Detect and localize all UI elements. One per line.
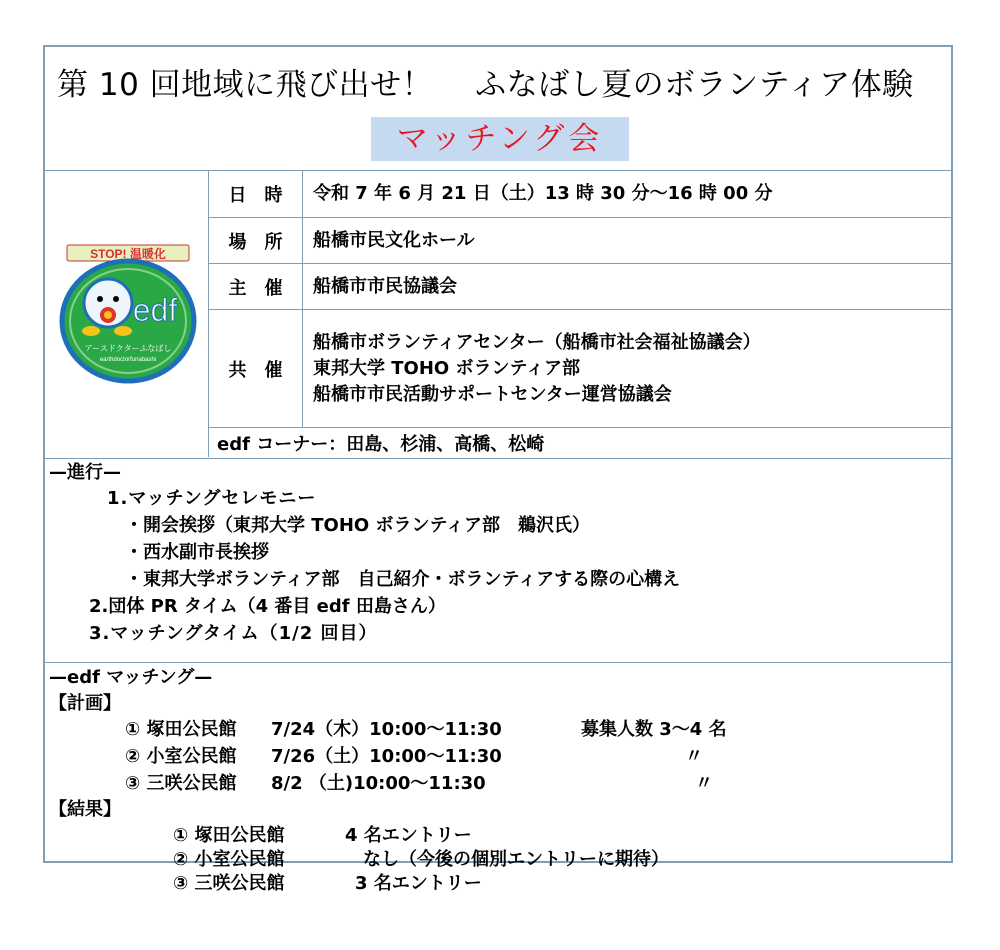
date-row	[209, 171, 951, 218]
logo-mark-text: edf	[132, 292, 178, 328]
plan-venue: ② 小室公民館	[125, 746, 237, 767]
corner-text: edf コーナー：田島、杉浦、高橋、松崎	[217, 433, 545, 455]
plan-date: 8/2 （土)10:00〜11:30	[271, 773, 486, 794]
plan-note: 〃	[685, 746, 703, 767]
progress-item: 1.マッチングセレモニー	[107, 488, 317, 509]
cohost-value	[313, 310, 947, 427]
progress-section	[45, 458, 951, 663]
place-row	[209, 218, 951, 264]
place-text: 船橋市民文化ホール	[313, 229, 475, 251]
progress-item: ・西水副市長挨拶	[125, 542, 269, 563]
matching-heading: —edf マッチング—	[49, 667, 213, 688]
progress-item: 2.団体 PR タイム（4 番目 edf 田島さん）	[89, 596, 446, 617]
date-label: 日時	[209, 171, 303, 217]
event-sheet	[43, 45, 953, 894]
progress-item: ・東邦大学ボランティア部 自己紹介・ボランティアする際の心構え	[125, 569, 681, 590]
progress-item: 3.マッチングタイム（1/2 回目）	[89, 623, 378, 644]
result-value: なし（今後の個別エントリーに期待）	[363, 849, 669, 870]
plan-label: 【計画】	[49, 693, 121, 714]
cohost-label: 共催	[209, 310, 303, 427]
result-value: 3 名エントリー	[355, 873, 482, 894]
result-label: 【結果】	[49, 799, 121, 820]
edf-logo	[53, 239, 203, 389]
result-venue: ② 小室公民館	[173, 849, 285, 870]
subtitle-banner: マッチング会	[371, 117, 629, 161]
place-label: 場所	[209, 218, 303, 263]
cohost-item: 船橋市市民活動サポートセンター運営協議会	[313, 383, 672, 405]
cohost-row	[209, 310, 951, 428]
corner-row	[209, 428, 951, 457]
info-table	[45, 171, 951, 457]
logo-cell	[45, 171, 209, 457]
date-text: 令和 7 年 6 月 21 日（土）13 時 30 分〜16 時 00 分	[313, 183, 773, 204]
plan-venue: ③ 三咲公民館	[125, 773, 237, 794]
logo-caption-en: earthdoctorfunabashi	[99, 357, 157, 363]
result-venue: ① 塚田公民館	[173, 825, 285, 846]
place-value	[313, 218, 947, 263]
title-part2: ふなばし夏のボランティア体験	[475, 67, 914, 103]
host-row	[209, 264, 951, 310]
title-part1: 第 10 回地域に飛び出せ！	[57, 67, 434, 103]
title-block	[45, 47, 951, 171]
host-text: 船橋市市民協議会	[313, 275, 457, 297]
logo-banner-text: STOP! 温暖化	[90, 247, 166, 261]
plan-venue: ① 塚田公民館	[125, 719, 237, 740]
plan-date: 7/24（木）10:00〜11:30	[271, 719, 502, 740]
progress-item: ・開会挨拶（東邦大学 TOHO ボランティア部 鵜沢氏）	[125, 515, 591, 536]
result-value: 4 名エントリー	[345, 825, 472, 846]
matching-section	[45, 662, 951, 894]
plan-note: 〃	[695, 773, 713, 794]
plan-date: 7/26（土）10:00〜11:30	[271, 746, 502, 767]
logo-caption-ja: アースドクターふなばし	[84, 344, 172, 353]
progress-heading: —進行—	[49, 462, 121, 483]
host-value	[313, 264, 947, 309]
page-title	[57, 59, 947, 104]
result-venue: ③ 三咲公民館	[173, 873, 285, 894]
cohost-item: 船橋市ボランティアセンター（船橋市社会福祉協議会）	[313, 331, 761, 353]
host-label: 主催	[209, 264, 303, 309]
plan-note: 募集人数 3〜4 名	[581, 719, 727, 740]
date-value	[313, 171, 947, 217]
cohost-item: 東邦大学 TOHO ボランティア部	[313, 357, 581, 379]
